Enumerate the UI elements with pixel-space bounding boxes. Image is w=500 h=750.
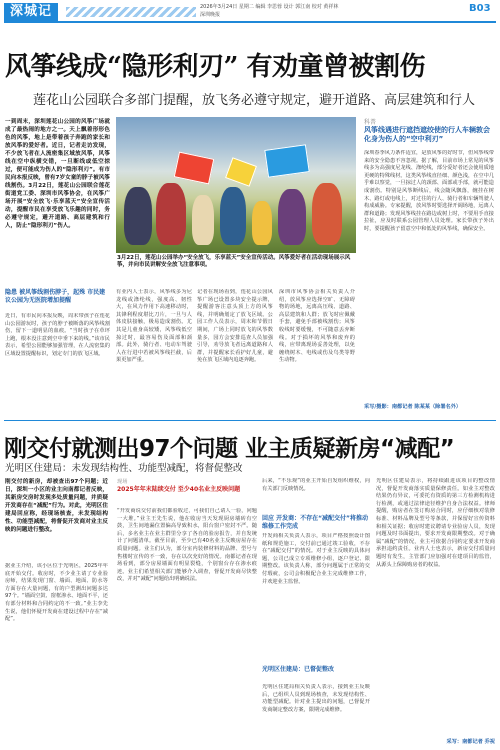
subheadline: 光明区住建局：未发现结构性、功能型减配，将督促整改 [5,463,243,474]
body-column: 有业内人士表示，风筝线多为尼龙线或涤纶线，强度高、韧性大，在风力作用下高速移动时，其锋利程度堪比刀片，一旦与人体皮肤接触，极易造成割伤。尤其是儿童身高较矮，风筝线低空掠过时，最容易伤及面部和颈部。此外，骑行者、电动车驾驶人在行进中若被风筝线拦截，后果更加严重。 [116,289,192,364]
body-column: 据业主介绍，该小区位于光明区，2025年年底开始交付。收房时，不少业主请了专业验房师，结果发现门窗、墙面、地面、防水等方面存在大量问题，有的户型测出问题多达97个。“墙面空鼓、窗框渗水、地面不平，还有部分材料和合同约定的不一致。”业主李先生说，他们怀疑开发商在建设过程中存在“减配”。 [5,563,108,623]
section-tag: 深城记 [4,3,58,21]
sidebar-title: 风筝线遇进行遮挡遮绞使的行人车辆敦会化身为伤人的“空中利刃” [364,126,490,143]
section-subhead: 光明区住建局：已督促整改 [262,666,335,673]
publication-line: 深圳晚报 [200,12,221,18]
section-subhead: 2025年年末陆续交付 至少40名业主反映问题 [117,486,241,493]
date-line: 2026年3月24日 星期二 编辑 李思蓉 设计 郭江南 校对 黄祥林 [200,4,339,10]
sidebar-byline: 采写/摄影：南都记者 陈某某（除署名外） [364,404,462,410]
section-divider [4,420,496,421]
body-column: “开发商说交付前我们都验收过，可我们自己请人一验，问题一大堆。”业主王先生说，他在收房当天发现厨房墙砖有空鼓，卫生间地漏位置偏高导致积水，阳台窗户密封不严。随后，多名业主在业主群里分享了各自的验房报告，并自发统计了问题清单。截至目前，至少已有40名业主反映房屋存在质量问题。业主们认为，部分室内装修材料的品牌、型号与售楼时宣传的不一致，存在以次充好的情况。南都记者在现场看到，部分房屋墙面有明显裂缝，个别窗台存在渗水痕迹。业主们希望相关部门能够介入调查，督促开发商尽快整改，并对“减配”问题给出明确说法。 [117,508,257,583]
section-label: 现场 [117,479,128,485]
sidebar-label: 科普 [364,119,377,126]
top-rule [4,21,496,23]
body-column: 近日，有市民向本报反映，周末带孩子在莲花山公园游玩时，孩子的脖子被断落的风筝线割伤，留下一道明显的血痕。“当时孩子在草坪上跑，根本没注意到空中垂下来的线。”该市民表示，希望公园能够加强管理，在人流密集的区域设置提醒标识，划定专门的放飞区域。 [5,313,110,357]
event-photo [116,117,356,253]
body-column: 深圳市风筝协会相关负责人介绍，放风筝应选择空旷、无障碍物的场地，远离高压线、道路、高层建筑和人群；放飞时应佩戴手套，避免手部被线割伤；风筝收线时要缓慢，不可随意丢弃断线。对于损坏的风筝和废弃的线，应带离现场妥善处理，以免缠绕树木、电线或伤及鸟类等野生动物。 [279,289,355,364]
headline: 刚交付就测出97个问题 业主质疑新房“减配” [4,436,455,462]
headline: 风筝线成“隐形利刃” 有劝童曾被割伤 [5,52,425,82]
byline: 采写：南都记者 乔祝 [446,739,495,745]
body-column: 后来，“不乐观”的业主开始自发组织维权，向有关部门反映情况。 [262,478,370,492]
photo-caption: 3月22日，莲花山公园举办“安全放飞，乐享蓝天”安全宣传活动。风筝爱好者在活动现场展示风筝，并向市民讲解安全放飞注意事项。 [117,255,351,269]
section-subhead: 隐患 被风筝线割伤脖子，起殊 市民建议公园为无医院增加提醒 [5,289,106,304]
section-subhead: 回应 开发商：不存在“减配交付”将推动维修工作完成 [262,515,368,530]
subheadline: 莲花山公园联合多部门提醒，放飞务必遵守规定，避开道路、高层建筑和行人 [33,93,476,108]
body-column: 开发商相关负责人表示，项目严格按照设计图纸和规范施工，交付前已通过竣工验收，不存在“减配交付”的情况。对于业主反映的具体问题，公司已成立专项维修小组，逐户登记、限期整改。该负责人称，部分问题属于正常的交付瑕疵，公司会积极配合业主完成维修工作，并欢迎业主监督。 [262,533,370,585]
page-number: B03 [469,3,491,14]
sidebar-body: 深圳春季风力条件适宜，是放风筝的好时节，但风筝线带来的安全隐患不容忽视。据了解，目前市场上常见的风筝线多为高强度尼龙线、涤纶线，部分爱好者还会使用质地更硬的特殊线材。这类风筝线直径细、颜色浅，在空中几乎难以察觉，一旦掠过人的颈部、面部或手部，就可能造成割伤。特别是风筝断线后，线会随风飘落，缠挂在树木、路灯或电线上，对过往的行人、骑行者和车辆驾驶人构成威胁。专家提醒，放风筝时要选择开阔场地，远离人群和道路；发现风筝线挂在路边或树上时，不要用手直接拉扯，应及时联系公园管理人员处理。家长带孩子外出时，要提醒孩子留意空中和低处的风筝线，确保安全。 [364,150,494,232]
body-column: 光明区住建局表示，将持续跟进该项目的整改情况，督促开发商落实质量保修责任。如业主对整改结果仍有异议，可委托有资质的第三方检测机构进行检测，或通过法律途径维护自身合法权益。律师提醒，购房者在签订购房合同时，应仔细核对装修标准、材料品牌及型号等条款，并保留好宣传资料和相关证据；收房时建议聘请专业验房人员，发现问题及时书面提出，要求开发商限期整改。对于确属“减配”的情况，业主可依据合同约定要求开发商承担违约责任。业内人士也表示，新房交付质量问题时有发生，主管部门应加强对在建项目的监管，从源头上保障购房者的权益。 [376,478,495,568]
body-column: 光明区住建局相关负责人表示，接到业主反映后，已组织人员到现场核查，未发现结构性、功能型减配。针对业主提出的问题，已督促开发商制定整改方案，限期完成维修。 [262,684,370,713]
section-decoration [66,7,196,17]
lead-paragraph: 刚交付的新房，却被查出97个问题；近日，深圳一小区的业主向南都记者反映，其新房交房时发现多处质量问题，并质疑开发商存在“减配”行为。对此，光明区住建局回应称，经现场核查，未发现结构性、功能型减配，将督促开发商对业主反映的问题进行整改。 [5,479,108,533]
lead-paragraph: 一到周末，深圳莲花山公园的风筝广场就成了最热闹的地方之一。天上飘着形形色色的风筝，地上是带着孩子奔跑的家长和放风筝的爱好者。近日，记者走访发现，不少放飞者在人流密集区域放风筝，风筝线在空中纵横交错，一旦断线或低空掠过，便可能成为伤人的“隐形利刃”。有市民向本报反映，曾有7岁女童的脖子被风筝线割伤。3月22日，莲花山公园联合莲花街道党工委、深圳市风筝协会，在风筝广场开展“安全放飞·乐享蓝天”安全宣传活动，提醒市民在享受放飞乐趣的同时，务必遵守规定，避开道路、高层建筑和行人，防止“隐形利刃”伤人。 [5,119,110,229]
body-column: 记者在现场看到，莲花山公园风筝广场已设置多块安全提示牌，提醒游客注意头顶上方的风筝线，并明确划定了放飞区域。公园工作人员表示，周末和节假日期间，广场上同时放飞的风筝数量多，园方会安排巡查人员加强引导，劝导放飞者远离道路和人群，并提醒家长看护好儿童，避免在放飞区域内追逐奔跑。 [197,289,273,364]
